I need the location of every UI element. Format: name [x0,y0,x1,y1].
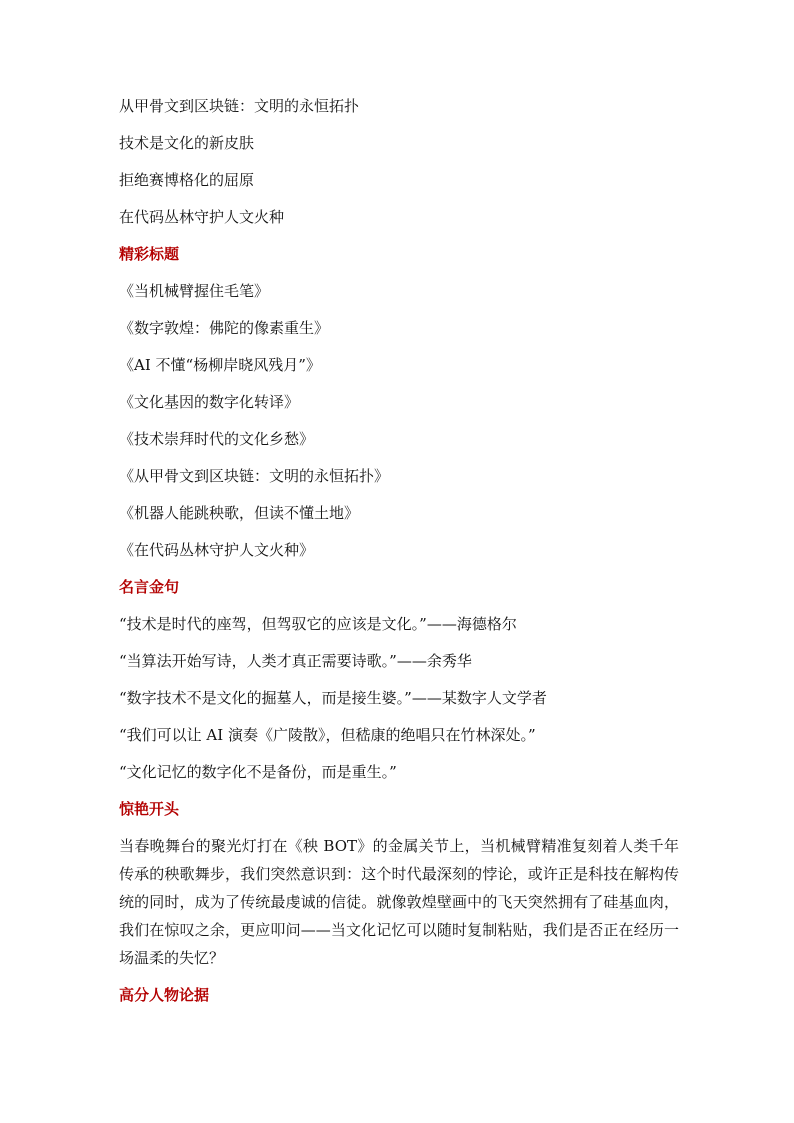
title-item: 《在代码丛林守护人文火种》 [119,541,315,559]
section-heading-quotes: 名言金句 [119,578,180,596]
intro-line: 在代码丛林守护人文火种 [119,208,285,226]
title-item: 《机器人能跳秧歌，但读不懂土地》 [119,504,360,522]
quote-item: “文化记忆的数字化不是备份，而是重生。” [119,763,397,781]
title-item: 《AI 不懂“杨柳岸晓风残月”》 [119,356,321,374]
opening-paragraph: 当春晚舞台的聚光灯打在《秧 BOT》的金属关节上，当机械臂精准复刻着人类千年传承的秧歌舞步，我们突然意识到：这个时代最深刻的悖论，或许正是科技在解构传统的同时，成为了传统最虔诚的信徒。就像敦煌壁画中的飞天突然拥有了硅基血肉，我们在惊叹之余，更应叩问——当文化记忆可以随时复制粘贴，我们是否正在经历一场温柔的失忆？ [119,837,679,967]
intro-line: 从甲骨文到区块链：文明的永恒拓扑 [119,97,360,115]
section-heading-figures: 高分人物论据 [119,986,210,1004]
title-item: 《文化基因的数字化转译》 [119,393,300,411]
section-heading-opening: 惊艳开头 [119,800,180,818]
intro-line: 拒绝赛博格化的屈原 [119,171,255,189]
title-item: 《从甲骨文到区块链：文明的永恒拓扑》 [119,467,390,485]
section-heading-titles: 精彩标题 [119,245,180,263]
title-item: 《技术崇拜时代的文化乡愁》 [119,430,315,448]
intro-line: 技术是文化的新皮肤 [119,134,255,152]
quote-item: “当算法开始写诗，人类才真正需要诗歌。”——余秀华 [119,652,472,670]
title-item: 《数字敦煌：佛陀的像素重生》 [119,319,330,337]
quote-item: “技术是时代的座驾，但驾驭它的应该是文化。”——海德格尔 [119,615,517,633]
quote-item: “数字技术不是文化的掘墓人，而是接生婆。”——某数字人文学者 [119,689,547,707]
quote-item: “我们可以让 AI 演奏《广陵散》，但嵇康的绝唱只在竹林深处。” [119,726,536,744]
title-item: 《当机械臂握住毛笔》 [119,282,270,300]
document-page [119,96,679,1022]
